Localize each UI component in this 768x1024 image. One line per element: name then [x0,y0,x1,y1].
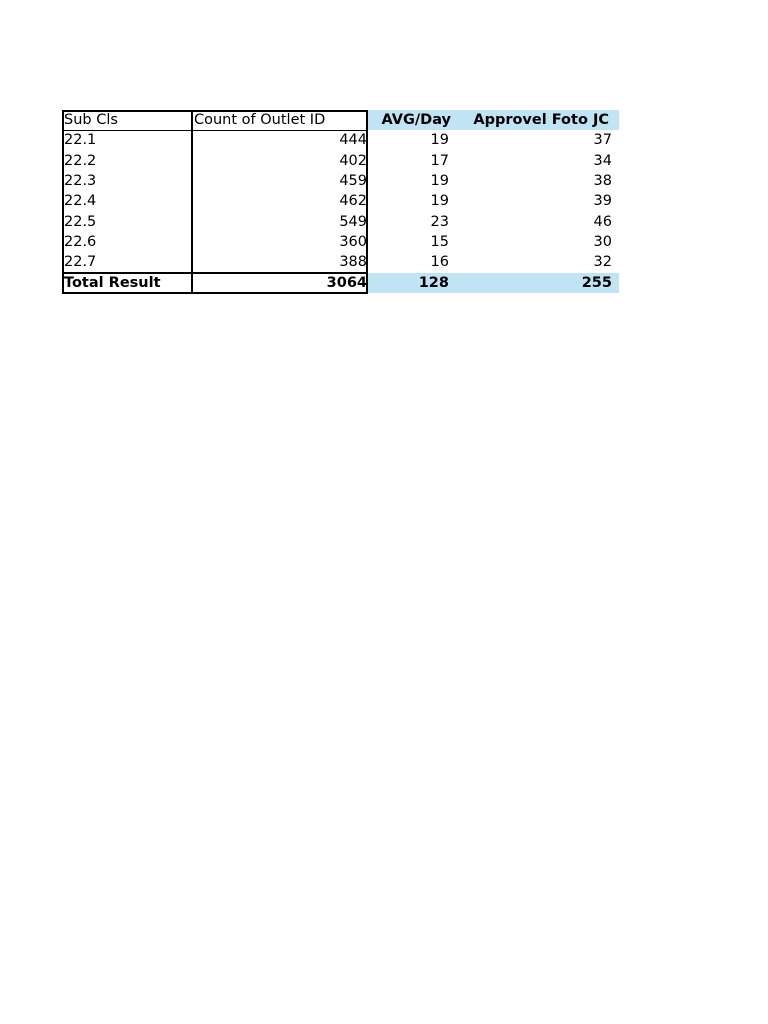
cell-count[interactable]: 549 [339,213,367,230]
cell-sub-cls[interactable]: 22.5 [64,213,97,230]
cell-avg-day[interactable]: 19 [430,132,449,149]
table-row [62,171,619,191]
pivot-table [62,110,619,294]
cell-count[interactable]: 360 [339,233,367,250]
cell-avg-day[interactable]: 23 [430,213,449,230]
total-divider [62,272,368,274]
cell-approvel[interactable]: 38 [593,172,612,189]
cell-sub-cls[interactable]: 22.6 [64,233,97,250]
table-row [62,130,619,150]
table-total-row [62,273,619,293]
table-row [62,232,619,252]
column-divider [191,110,193,294]
cell-count[interactable]: 444 [339,132,367,149]
total-avg-day[interactable]: 128 [368,273,452,293]
total-label[interactable]: Total Result [64,275,161,291]
header-avg-day[interactable]: AVG/Day [368,110,452,130]
cell-approvel[interactable]: 37 [593,132,612,149]
cell-sub-cls[interactable]: 22.3 [64,172,97,189]
header-count-outlet-id[interactable]: Count of Outlet ID [194,112,326,128]
cell-approvel[interactable]: 39 [593,193,612,210]
total-approvel[interactable]: 255 [452,273,619,293]
cell-avg-day[interactable]: 19 [430,172,449,189]
cell-sub-cls[interactable]: 22.1 [64,132,97,149]
cell-approvel[interactable]: 32 [593,254,612,271]
cell-sub-cls[interactable]: 22.7 [64,254,97,271]
header-sub-cls[interactable]: Sub Cls [64,112,118,128]
cell-sub-cls[interactable]: 22.4 [64,193,97,210]
table-row [62,212,619,232]
table-header-row [62,110,619,130]
cell-count[interactable]: 462 [339,193,367,210]
cell-count[interactable]: 402 [339,152,367,169]
cell-avg-day[interactable]: 16 [430,254,449,271]
cell-count[interactable]: 459 [339,172,367,189]
cell-avg-day[interactable]: 19 [430,193,449,210]
cell-approvel[interactable]: 30 [593,233,612,250]
spreadsheet-page [62,110,619,294]
cell-approvel[interactable]: 34 [593,152,612,169]
cell-avg-day[interactable]: 17 [430,152,449,169]
table-row [62,191,619,211]
cell-approvel[interactable]: 46 [593,213,612,230]
total-count[interactable]: 3064 [326,275,367,291]
cell-avg-day[interactable]: 15 [430,233,449,250]
table-row [62,252,619,272]
cell-count[interactable]: 388 [339,254,367,271]
table-row [62,151,619,171]
header-divider [62,130,368,131]
header-approvel-foto-jc[interactable]: Approvel Foto JC [452,110,619,130]
cell-sub-cls[interactable]: 22.2 [64,152,97,169]
